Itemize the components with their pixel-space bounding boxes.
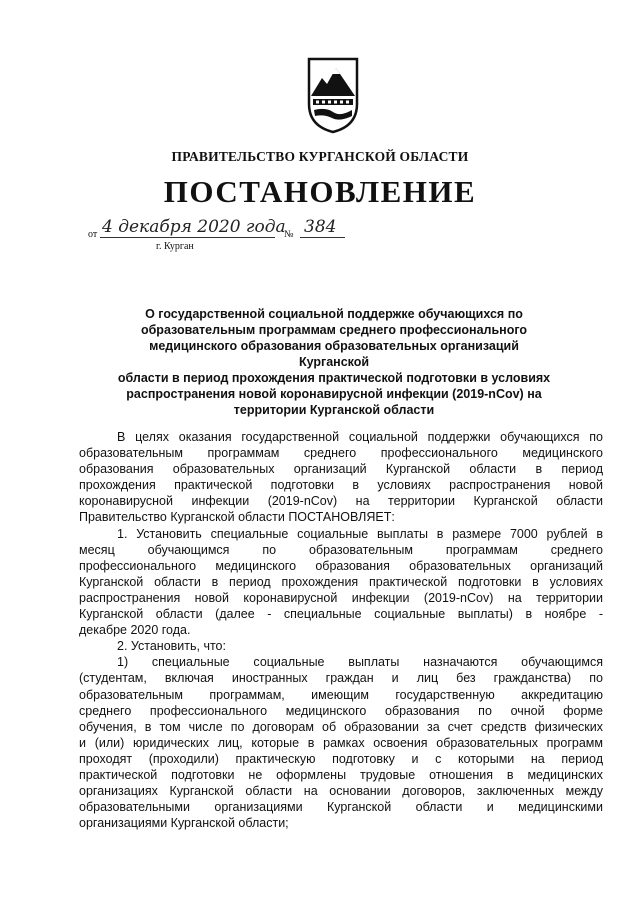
body-line: распространения новой коронавирусной инфекции (2019-nCov) на территории <box>79 590 603 605</box>
body-line: 1. Установить специальные социальные выплаты в размере 7000 рублей в <box>117 526 603 541</box>
heading-line: территории Курганской области <box>233 403 435 417</box>
number-label: № <box>284 229 294 240</box>
body-line: проходят (проходили) практическую подготовку и с которыми на период <box>79 751 603 766</box>
body-line: прохождения практической подготовки в условиях распространения новой <box>79 478 603 493</box>
number-underline <box>300 237 345 238</box>
body-line: месяц обучающимся по образовательным программам среднего <box>79 542 603 557</box>
date-underline <box>100 237 275 238</box>
date-from-label: от <box>88 229 98 240</box>
body-line: образовательным программам, имеющим государственную аккредитацию <box>79 687 603 702</box>
handwritten-number: 384 <box>304 217 337 237</box>
body-line: декабре 2020 года. <box>79 623 191 638</box>
body-line: 1) специальные социальные выплаты назначаются обучающимся <box>117 655 603 670</box>
body-line: организациях Курганской области на основании договоров, заключенных между <box>79 784 603 799</box>
heading-line: медицинского образования образовательных организаций Курганской <box>149 339 519 369</box>
government-name: ПРАВИТЕЛЬСТВО КУРГАНСКОЙ ОБЛАСТИ <box>171 149 469 164</box>
heading-line: распространения новой коронавирусной инфекции (2019-nCov) на <box>126 387 542 401</box>
body-line: организациями Курганской области; <box>79 816 289 831</box>
body-line: Курганской области в период прохождения практической подготовки в условиях <box>79 574 603 589</box>
document-body <box>79 429 603 831</box>
body-line: Курганской области (далее - специальные социальные выплаты) в ноябре - <box>79 607 603 622</box>
body-line: Правительство Курганской области ПОСТАНОВЛЯЕТ: <box>79 510 395 525</box>
document-heading <box>116 306 552 418</box>
heading-line: О государственной социальной поддержке обучающихся по <box>145 307 523 321</box>
body-line: В целях оказания государственной социальной поддержки обучающихся по <box>117 430 603 444</box>
body-line: образования образовательных организаций Курганской области в период <box>79 462 603 477</box>
body-line: практической подготовки не оформлены трудовые отношения в медицинских <box>79 767 603 782</box>
body-line: обучения, в том числе по договорам об образовании за счет средств физических <box>79 719 603 734</box>
city-label: г. Курган <box>156 241 194 252</box>
body-line: и (или) юридических лиц, которые в рамках освоения образовательных программ <box>79 735 603 750</box>
body-line: коронавирусной инфекции (2019-nCov) на территории Курганской области <box>79 494 603 509</box>
body-line: образовательным программам среднего профессионального медицинского <box>79 446 603 461</box>
document-type-title: ПОСТАНОВЛЕНИЕ <box>163 174 477 209</box>
body-line: 2. Установить, что: <box>117 639 226 654</box>
body-line: (студентам, включая иностранных граждан и лиц без гражданства) по <box>79 671 603 686</box>
heading-line: области в период прохождения практической подготовки в условиях <box>117 371 551 385</box>
body-line: образовательными организациями Курганской области и медицинскими <box>79 800 603 815</box>
heading-line: образовательным программам среднего профессионального <box>140 323 528 337</box>
body-line: профессионального медицинского образования образовательных организаций <box>79 558 603 573</box>
handwritten-date: 4 декабря 2020 года <box>102 217 286 237</box>
kurgan-coat-of-arms-icon <box>306 56 360 134</box>
body-line: среднего профессионального медицинского образования по очной форме <box>79 703 603 718</box>
